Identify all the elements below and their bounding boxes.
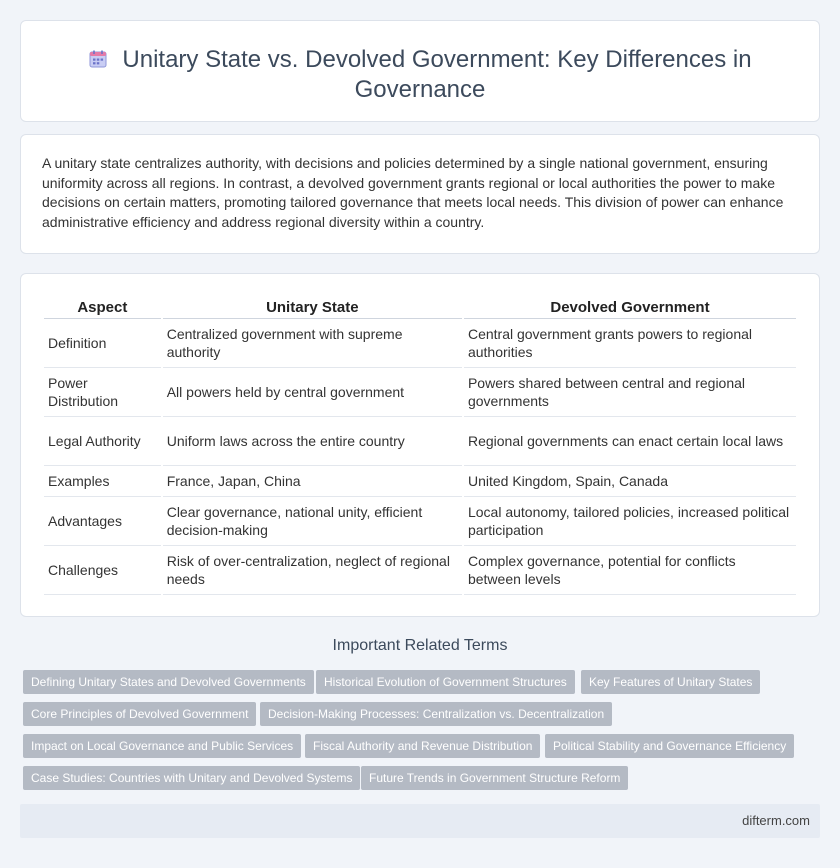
table-row bbox=[44, 546, 796, 595]
related-term-tag[interactable]: Future Trends in Government Structure Reform bbox=[361, 766, 628, 790]
document-icon bbox=[88, 49, 108, 69]
cell-unitary: Centralized government with supreme authority bbox=[163, 319, 462, 368]
cell-unitary: Uniform laws across the entire country bbox=[163, 417, 462, 466]
related-terms-heading: Important Related Terms bbox=[332, 637, 508, 654]
cell-devolved: Complex governance, potential for conflicts between levels bbox=[464, 546, 796, 595]
page-title bbox=[81, 45, 759, 105]
cell-aspect: Definition bbox=[44, 319, 161, 368]
related-term-tag[interactable]: Core Principles of Devolved Government bbox=[23, 702, 256, 726]
page-title-text: Unitary State vs. Devolved Government: Key Differences in Governance bbox=[122, 46, 752, 103]
related-term-tag[interactable]: Historical Evolution of Government Structures bbox=[316, 670, 575, 694]
cell-devolved: United Kingdom, Spain, Canada bbox=[464, 466, 796, 497]
header-aspect: Aspect bbox=[44, 297, 161, 319]
table-row bbox=[44, 368, 796, 417]
table-header-row bbox=[44, 297, 796, 319]
related-term-tag[interactable]: Case Studies: Countries with Unitary and Devolved Systems bbox=[23, 766, 360, 790]
intro-paragraph: A unitary state centralizes authority, with decisions and policies determined by a single national government, ensuring uniformity across all regions. In contrast, a devolved government grants regional or local authorities the power to make decisions on certain matters, promoting tailored governance that meets local needs. This division of power can enhance administrative efficiency and address regional diversity within a country. bbox=[42, 155, 784, 231]
related-term-tag[interactable]: Political Stability and Governance Efficiency bbox=[545, 734, 794, 758]
cell-aspect: Examples bbox=[44, 466, 161, 497]
comparison-table bbox=[42, 297, 798, 595]
cell-unitary: Clear governance, national unity, efficient decision-making bbox=[163, 497, 462, 546]
cell-devolved: Local autonomy, tailored policies, increased political participation bbox=[464, 497, 796, 546]
table-row bbox=[44, 497, 796, 546]
cell-devolved: Powers shared between central and regional governments bbox=[464, 368, 796, 417]
cell-aspect: Power Distribution bbox=[44, 368, 161, 417]
cell-aspect: Legal Authority bbox=[44, 417, 161, 466]
footer bbox=[20, 804, 820, 838]
cell-aspect: Advantages bbox=[44, 497, 161, 546]
table-row bbox=[44, 417, 796, 466]
intro-card bbox=[20, 134, 820, 254]
cell-unitary: Risk of over-centralization, neglect of regional needs bbox=[163, 546, 462, 595]
related-term-tag[interactable]: Impact on Local Governance and Public Services bbox=[23, 734, 301, 758]
header-devolved: Devolved Government bbox=[464, 297, 796, 319]
cell-devolved: Central government grants powers to regional authorities bbox=[464, 319, 796, 368]
cell-aspect: Challenges bbox=[44, 546, 161, 595]
cell-devolved: Regional governments can enact certain local laws bbox=[464, 417, 796, 466]
title-card bbox=[20, 20, 820, 122]
table-row bbox=[44, 319, 796, 368]
cell-unitary: France, Japan, China bbox=[163, 466, 462, 497]
table-row bbox=[44, 466, 796, 497]
related-term-tag[interactable]: Defining Unitary States and Devolved Governments bbox=[23, 670, 314, 694]
cell-unitary: All powers held by central government bbox=[163, 368, 462, 417]
header-unitary: Unitary State bbox=[163, 297, 462, 319]
related-term-tag[interactable]: Fiscal Authority and Revenue Distribution bbox=[305, 734, 540, 758]
related-term-tag[interactable]: Key Features of Unitary States bbox=[581, 670, 760, 694]
related-term-tag[interactable]: Decision-Making Processes: Centralization vs. Decentralization bbox=[260, 702, 612, 726]
comparison-card bbox=[20, 273, 820, 617]
footer-site-link[interactable]: difterm.com bbox=[742, 813, 810, 828]
